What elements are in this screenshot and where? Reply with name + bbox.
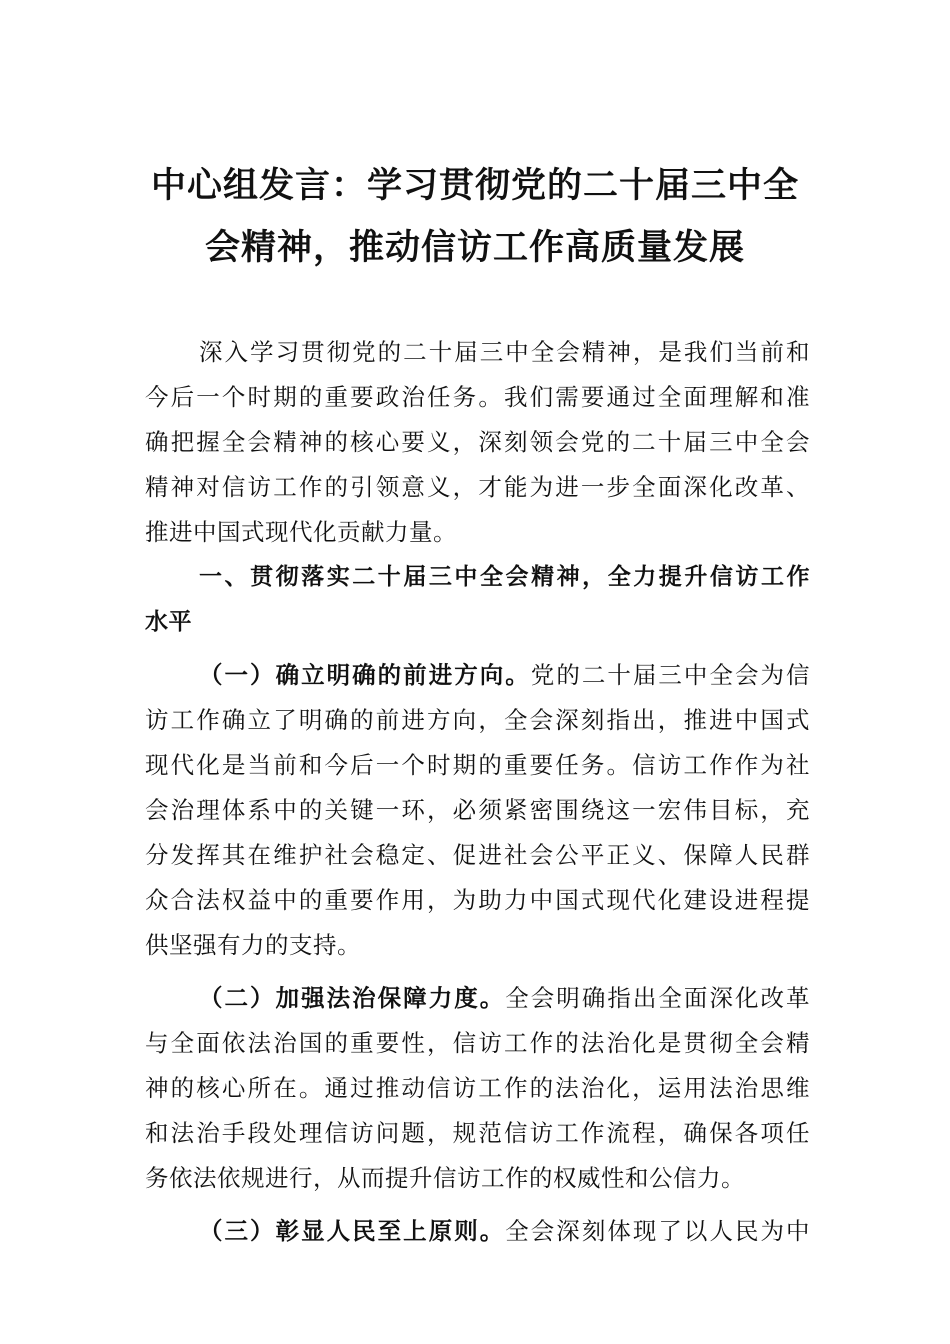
paragraph-line [145, 976, 810, 1021]
paragraph-line: 务依法依规进行，从而提升信访工作的权威性和公信力。 [145, 1164, 745, 1192]
paragraph-line: 访工作确立了明确的前进方向，全会深刻指出，推进中国式 [145, 706, 810, 734]
intro-line: 确把握全会精神的核心要义，深刻领会党的二十届三中全会 [145, 428, 810, 456]
subsection-heading: （二）加强法治保障力度。 [199, 984, 506, 1012]
paragraph-line: 分发挥其在维护社会稳定、促进社会公平正义、保障人民群 [145, 841, 810, 869]
intro-line: 深入学习贯彻党的二十届三中全会精神，是我们当前和 [199, 338, 810, 366]
intro-line: 精神对信访工作的引领意义，才能为进一步全面深化改革、 [145, 473, 810, 501]
paragraph-line: 众合法权益中的重要作用，为助力中国式现代化建设进程提 [145, 886, 810, 914]
section-heading [145, 555, 810, 645]
paragraph-line: 神的核心所在。通过推动信访工作的法治化，运用法治思维 [145, 1074, 810, 1102]
subsection-heading: （三）彰显人民至上原则。 [199, 1217, 506, 1245]
paragraph-2 [145, 976, 810, 1201]
paragraph-text: 全会明确指出全面深化改革 [505, 984, 811, 1012]
section-heading-line: 水平 [145, 609, 192, 635]
paragraph-line: 供坚强有力的支持。 [145, 931, 361, 959]
paragraph-line: 现代化是当前和今后一个时期的重要任务。信访工作作为社 [145, 751, 810, 779]
subsection-heading: （一）确立明确的前进方向。 [199, 661, 531, 689]
intro-line: 推进中国式现代化贡献力量。 [145, 518, 457, 546]
intro-paragraph [145, 330, 810, 555]
paragraph-3 [145, 1209, 810, 1254]
paragraph-text: 党的二十届三中全会为信 [530, 661, 811, 689]
title-line-2: 会精神，推动信访工作高质量发展 [204, 228, 745, 268]
document-body [145, 330, 810, 1254]
paragraph-line [145, 653, 810, 698]
intro-line: 今后一个时期的重要政治任务。我们需要通过全面理解和准 [145, 383, 810, 411]
paragraph-line: 和法治手段处理信访问题，规范信访工作流程，确保各项任 [145, 1119, 810, 1147]
paragraph-line: 会治理体系中的关键一环，必须紧密围绕这一宏伟目标，充 [145, 796, 810, 824]
document-title [140, 158, 810, 282]
paragraph-line: 与全面依法治国的重要性，信访工作的法治化是贯彻全会精 [145, 1029, 810, 1057]
paragraph-line [145, 1209, 810, 1254]
title-line-1: 中心组发言：学习贯彻党的二十届三中全 [150, 166, 799, 206]
paragraph-text: 全会深刻体现了以人民为中 [505, 1217, 811, 1245]
section-heading-line: 一、贯彻落实二十届三中全会精神，全力提升信访工作 [199, 564, 810, 590]
paragraph-1 [145, 653, 810, 968]
